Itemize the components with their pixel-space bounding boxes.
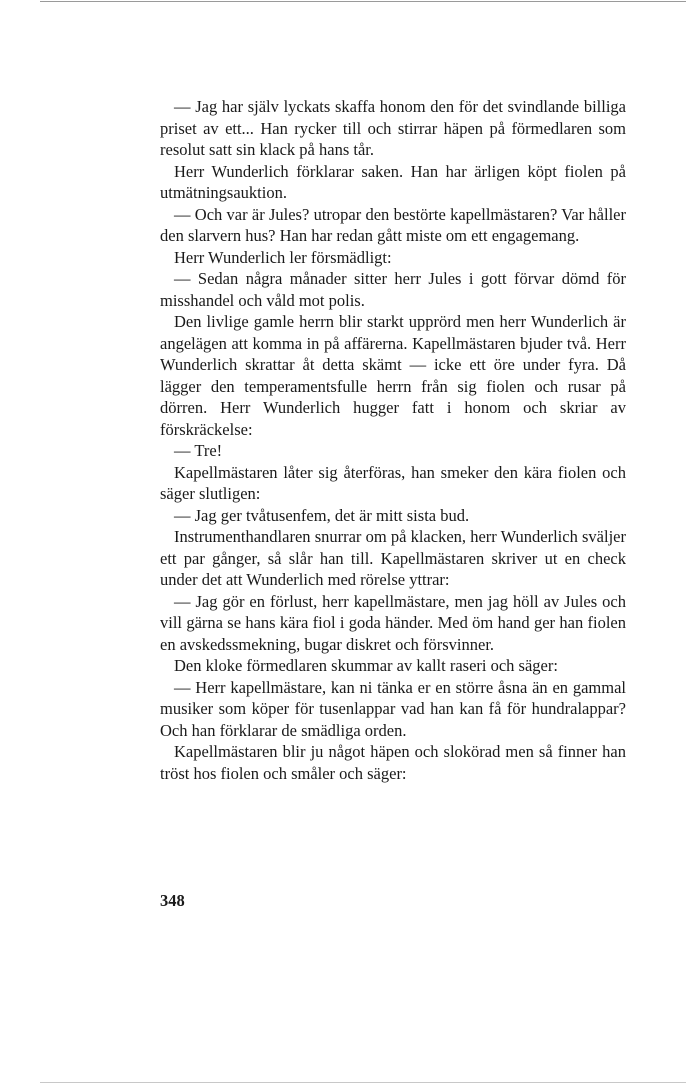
paragraph: — Jag ger tvåtusenfem, det är mitt sista bud. xyxy=(174,505,470,525)
paragraph: — Tre! xyxy=(174,441,223,460)
paragraph: — Sedan några månader sitter herr Jules i gott förvar dömd för misshandel och våld mot polis. xyxy=(160,269,626,310)
paragraph: Den livlige gamle herrn blir starkt upprörd men herr Wunderlich är angelägen att komma in på affärerna. Kapellmästaren bjuder två. Herr Wunderlich skrattar åt detta skämt — icke ett öre under fyra. Då lägger den temperamentsfulle herrn från sig fiolen och rusar på dörren. Herr Wunderlich hugger fatt i honom och skriar av förskräckelse: xyxy=(160,312,626,439)
paragraph: Den kloke förmedlaren skummar av kallt raseri och säger: xyxy=(174,656,558,675)
paragraph: — Jag gör en förlust, herr kapellmästare, men jag höll av Jules och vill gärna se hans kära fiol i goda händer. Med öm hand ger han fiolen en avskedssmekning, bugar diskret och försvinner. xyxy=(160,591,626,654)
top-edge-line xyxy=(40,1,686,2)
paragraph: Kapellmästaren låter sig återföras, han smeker den kära fiolen och säger slutligen: xyxy=(160,462,626,503)
paragraph: Instrumenthandlaren snurrar om på klacken, herr Wunderlich sväljer ett par gånger, så slår han till. Kapellmästaren skriver ut en check under det att Wunderlich med rörelse yttrar: xyxy=(160,527,626,589)
paragraph: Herr Wunderlich förklarar saken. Han har ärligen köpt fiolen på utmätningsauktion. xyxy=(160,161,626,202)
bottom-edge-line xyxy=(40,1082,686,1083)
paragraph: Herr Wunderlich ler försmädligt: xyxy=(174,247,392,267)
page-body xyxy=(160,96,626,784)
paragraph: — Och var är Jules? utropar den bestörte kapellmästaren? Var håller den slarvern hus? Han har redan gått miste om ett engagemang. xyxy=(160,204,626,245)
paragraph: — Herr kapellmästare, kan ni tänka er en större åsna än en gammal musiker som köper för tusenlappar vad han kan få för hundralappar? Och han förklarar de smädliga orden. xyxy=(160,677,626,740)
paragraph: — Jag har själv lyckats skaffa honom den för det svindlande billiga priset av ett... Han rycker till och stirrar häpen på förmedlaren som resolut satt sin klack på hans tår. xyxy=(160,97,626,159)
paragraph: Kapellmästaren blir ju något häpen och slokörad men så finner han tröst hos fiolen och småler och säger: xyxy=(160,742,626,783)
page-number: 348 xyxy=(160,891,185,910)
